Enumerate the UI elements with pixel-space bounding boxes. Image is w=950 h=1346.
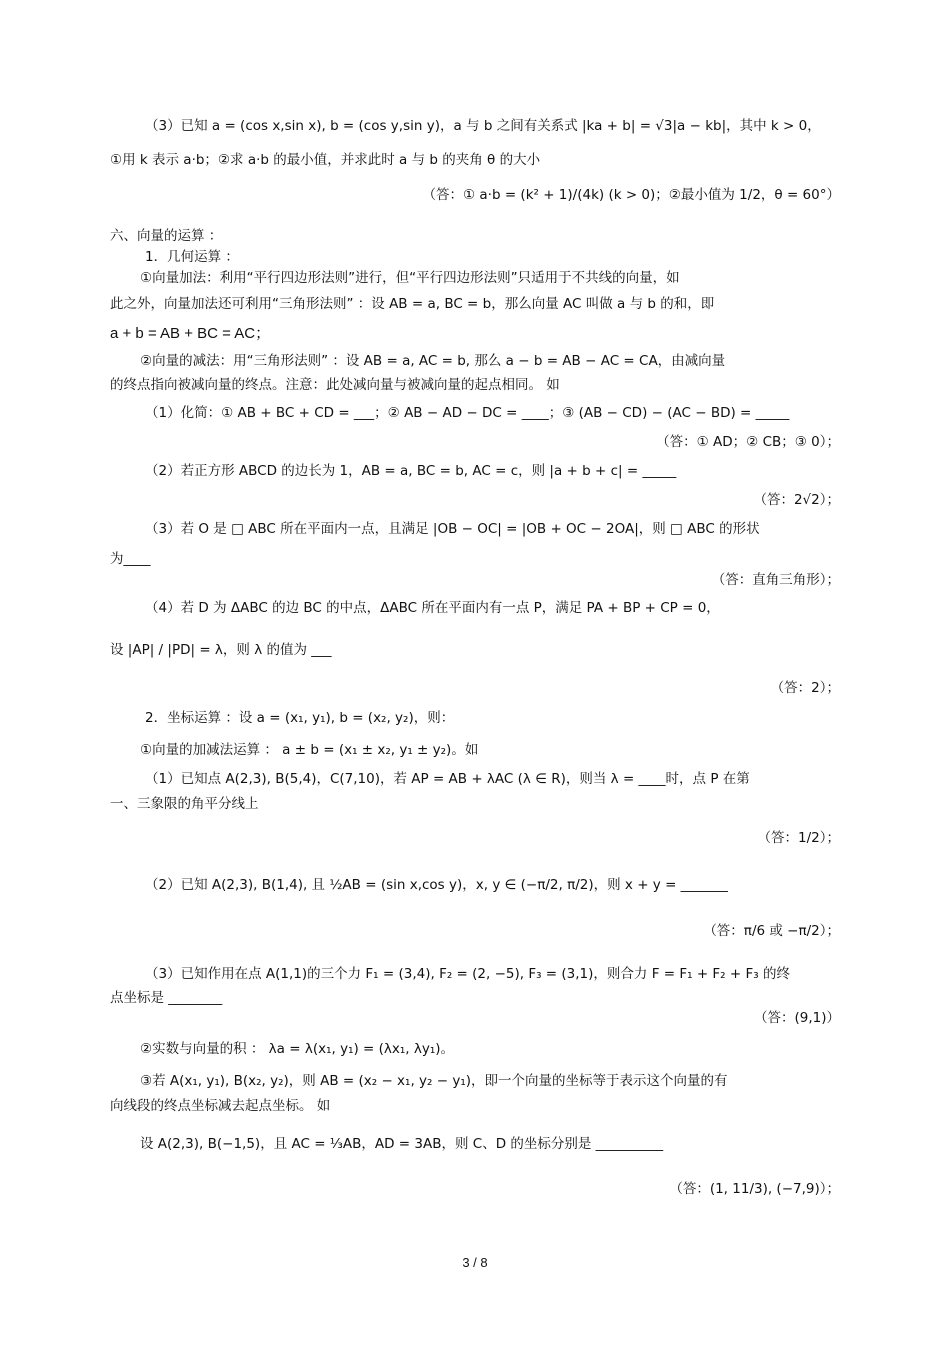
problem-3-answer: （答：① a·b = (k² + 1)/(4k) (k > 0)；②最小值为 1/2，θ = 60°） (422, 187, 840, 203)
question-1: （1）化简：① AB + BC + CD = ___；② AB − AD − DC = ____；③ (AB − CD) − (AC − BD) = _____ (145, 405, 790, 421)
question-4-answer: （答：2）； (770, 680, 840, 696)
problem-3-line-2: ①用 k 表示 a·b；②求 a·b 的最小值，并求此时 a 与 b 的夹角 θ 的大小 (110, 152, 541, 168)
coord-question-1-line-2: 一、三象限的角平分线上 (110, 796, 259, 812)
question-3-answer: （答：直角三角形）； (711, 572, 840, 588)
coord-question-3-answer: （答：(9,1)） (753, 1010, 840, 1026)
coordinate-ops-heading: 2．坐标运算 ：设 a = (x₁, y₁), b = (x₂, y₂)，则： (145, 710, 455, 726)
coord-question-3-line-1: （3）已知作用在点 A(1,1)的三个力 F₁ = (3,4), F₂ = (2, −5), F₃ = (3,1)，则合力 F = F₁ + F₂ + F₃ 的终 (145, 966, 790, 982)
question-2-answer: （答：2√2）； (753, 492, 840, 508)
question-3-line-1: （3）若 O 是 □ ABC 所在平面内一点，且满足 |OB − OC| = |OB + OC − 2OA|，则 □ ABC 的形状 (145, 521, 760, 537)
coord-question-2-answer: （答：π/6 或 −π/2）； (703, 923, 840, 939)
vector-addition-line-3: a + b = AB + BC = AC； (110, 325, 271, 342)
scalar-multiplication: ②实数与向量的积 ： λa = λ(x₁, y₁) = (λx₁, λy₁)。 (140, 1041, 455, 1057)
question-1-answer: （答：① AD；② CB；③ 0）； (656, 434, 840, 450)
question-4-line-1: （4）若 D 为 ΔABC 的边 BC 的中点，ΔABC 所在平面内有一点 P，满足 PA + BP + CP = 0， (145, 600, 720, 616)
coord-question-4-answer: （答：(1, 11/3), (−7,9)）； (669, 1181, 840, 1197)
section-6-heading: 六、向量的运算 ： (110, 228, 223, 244)
vector-subtraction-line-1: ②向量的减法：用“三角形法则” ：设 AB = a, AC = b, 那么 a − b = AB − AC = CA，由减向量 (140, 353, 726, 369)
vector-addition-line-2: 此之外，向量加法还可利用“三角形法则” ：设 AB = a, BC = b，那么向量 AC 叫做 a 与 b 的和，即 (110, 296, 715, 312)
vector-addition-line-1: ①向量加法：利用“平行四边形法则”进行，但“平行四边形法则”只适用于不共线的向量，如 (140, 270, 680, 286)
coordinate-add-subtract: ①向量的加减法运算 ： a ± b = (x₁ ± x₂, y₁ ± y₂)。如 (140, 742, 479, 758)
geometric-ops-heading: 1．几何运算 ： (145, 249, 239, 265)
coord-question-2: （2）已知 A(2,3), B(1,4), 且 ½AB = (sin x,cos y)，x, y ∈ (−π/2, π/2)，则 x + y = _______ (145, 877, 728, 893)
coord-question-1-answer: （答：1/2）； (757, 830, 840, 846)
question-3-line-2: 为____ (110, 551, 151, 567)
coord-question-3-line-2: 点坐标是 ________ (110, 990, 223, 1006)
coord-question-1-line-1: （1）已知点 A(2,3), B(5,4)，C(7,10)，若 AP = AB + λAC (λ ∈ R)，则当 λ = ____时，点 P 在第 (145, 771, 750, 787)
coord-question-4: 设 A(2,3), B(−1,5)，且 AC = ⅓AB，AD = 3AB，则 C、D 的坐标分别是 __________ (140, 1136, 664, 1152)
endpoint-rule-line-2: 向线段的终点坐标减去起点坐标。 如 (110, 1098, 331, 1114)
endpoint-rule-line-1: ③若 A(x₁, y₁), B(x₂, y₂)，则 AB = (x₂ − x₁, y₂ − y₁)，即一个向量的坐标等于表示这个向量的有 (140, 1073, 728, 1089)
question-4-line-2: 设 |AP| / |PD| = λ，则 λ 的值为 ___ (110, 642, 332, 658)
vector-subtraction-line-2: 的终点指向被减向量的终点。注意：此处减向量与被减向量的起点相同。 如 (110, 377, 560, 393)
problem-3-line-1: （3）已知 a = (cos x,sin x), b = (cos y,sin y)，a 与 b 之间有关系式 |ka + b| = √3|a − kb|，其中 k > 0， (145, 118, 821, 134)
page-number: 3 / 8 (462, 1255, 488, 1270)
question-2: （2）若正方形 ABCD 的边长为 1，AB = a, BC = b, AC = c，则 |a + b + c| = _____ (145, 463, 677, 479)
